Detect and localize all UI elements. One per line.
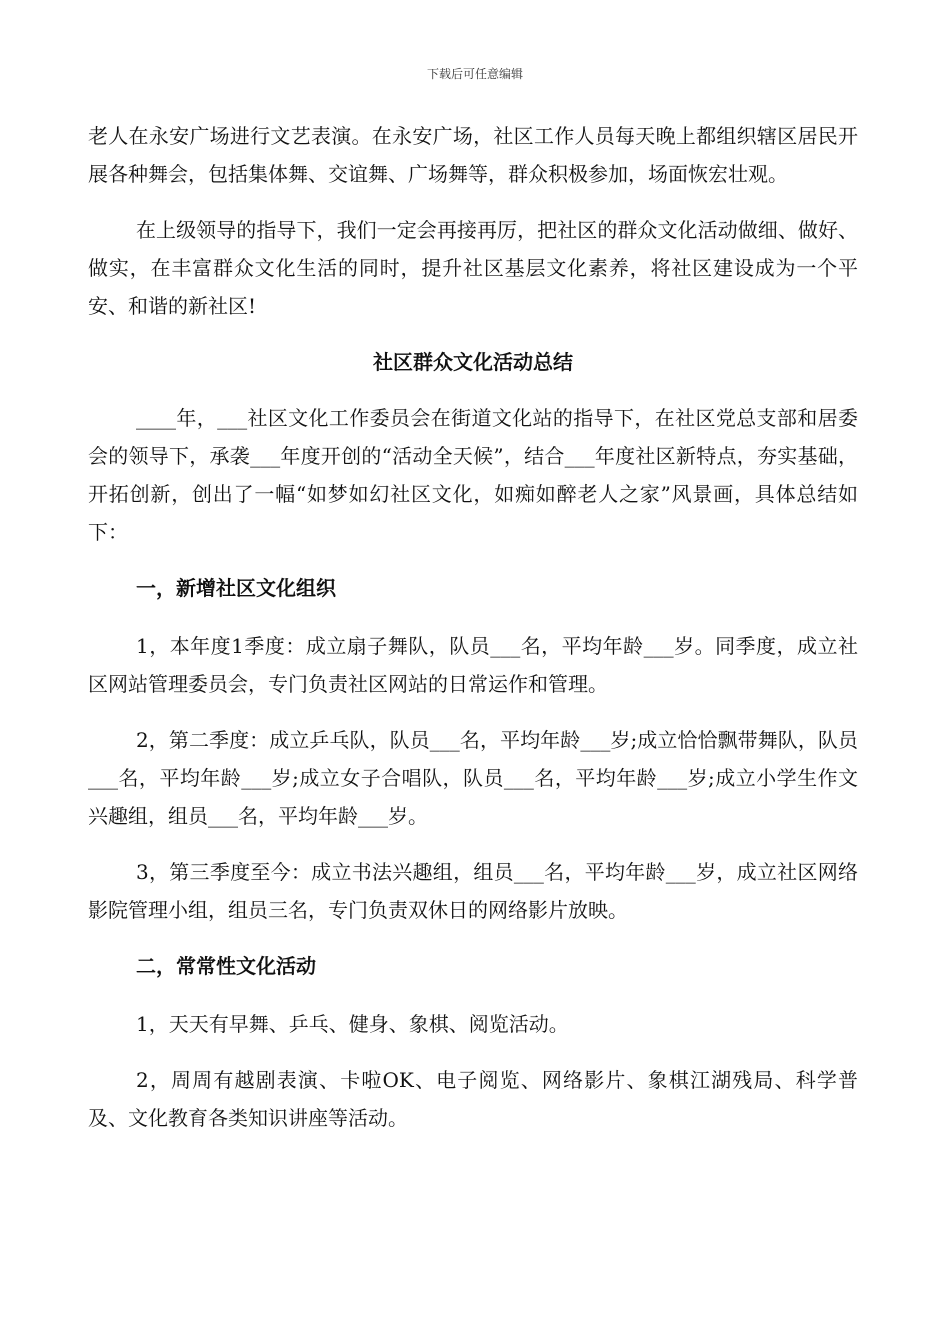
- document-title: 社区群众文化活动总结: [373, 350, 573, 374]
- section-heading-1: 一，新增社区文化组织: [136, 576, 336, 600]
- paragraph-5: 2，第二季度：成立乒乓队，队员___名，平均年龄___岁;成立恰恰飘带舞队，队员___名，平均年龄___岁;成立女子合唱队，队员___名，平均年龄___岁;成立小学生作文兴趣组，组员___名，平均年龄___岁。: [88, 728, 858, 828]
- section-heading-2: 二，常常性文化活动: [136, 954, 316, 978]
- paragraph-8: 2，周周有越剧表演、卡啦OK、电子阅览、网络影片、象棋江湖残局、科学普及、文化教育各类知识讲座等活动。: [88, 1068, 858, 1130]
- document-body: [88, 117, 858, 1155]
- paragraph-4: 1，本年度1季度：成立扇子舞队，队员___名，平均年龄___岁。同季度，成立社区网站管理委员会，专门负责社区网站的日常运作和管理。: [88, 634, 858, 696]
- paragraph-6: 3，第三季度至今：成立书法兴趣组，组员___名，平均年龄___岁，成立社区网络影院管理小组，组员三名，专门负责双休日的网络影片放映。: [88, 860, 858, 922]
- paragraph-3: ____年，___社区文化工作委员会在街道文化站的指导下，在社区党总支部和居委会的领导下，承袭___年度开创的“活动全天候”，结合___年度社区新特点，夯实基础，开拓创新，创出了一幅“如梦如幻社区文化，如痴如醉老人之家”风景画，具体总结如下：: [88, 406, 858, 544]
- paragraph-1: 老人在永安广场进行文艺表演。在永安广场，社区工作人员每天晚上都组织辖区居民开展各种舞会，包括集体舞、交谊舞、广场舞等，群众积极参加，场面恢宏壮观。: [88, 124, 858, 186]
- paragraph-2: 在上级领导的指导下，我们一定会再接再厉，把社区的群众文化活动做细、做好、做实，在丰富群众文化生活的同时，提升社区基层文化素养，将社区建设成为一个平安、和谐的新社区!: [88, 218, 858, 318]
- paragraph-7: 1，天天有早舞、乒乓、健身、象棋、阅览活动。: [136, 1012, 569, 1036]
- page-header-note: 下载后可任意编辑: [426, 67, 523, 81]
